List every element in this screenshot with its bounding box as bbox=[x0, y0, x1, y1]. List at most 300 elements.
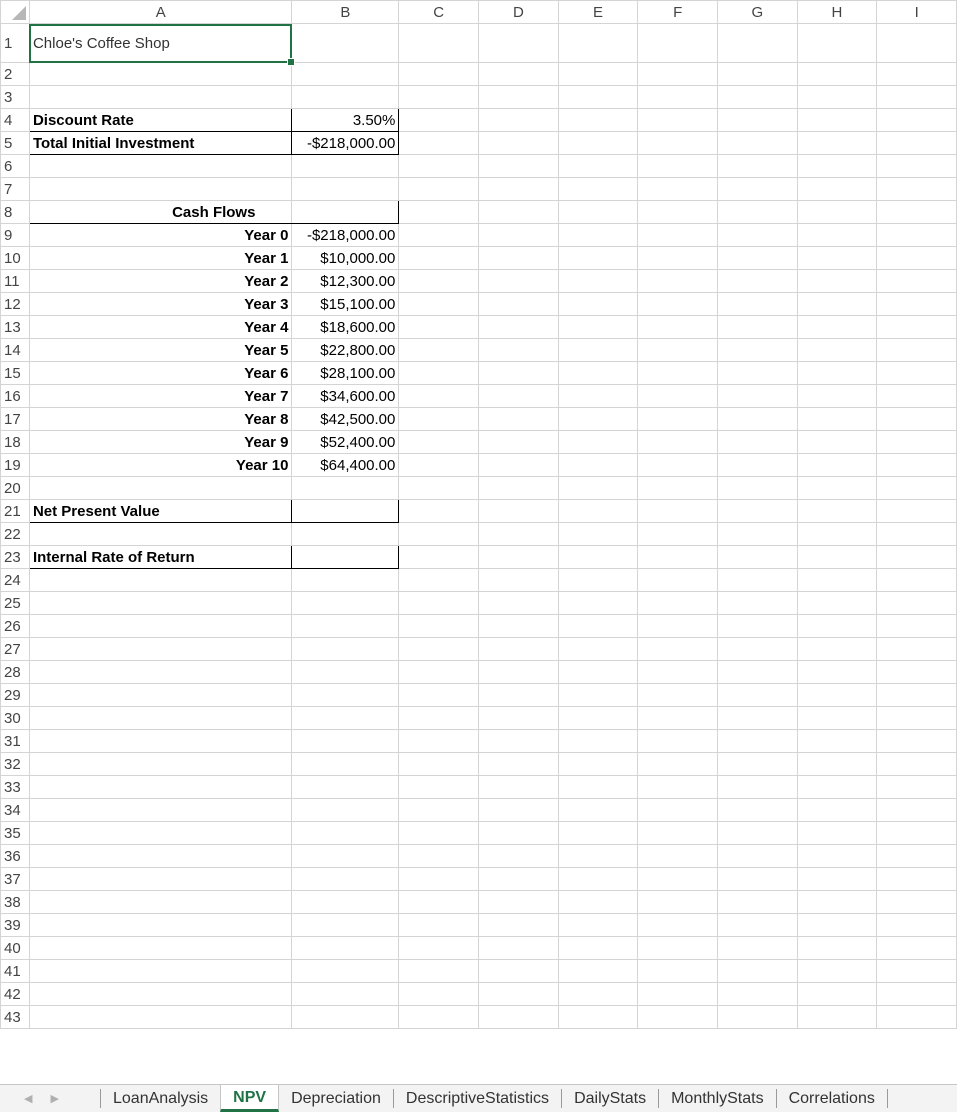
cell-a32[interactable] bbox=[29, 753, 291, 776]
cell-a10[interactable]: Year 1 bbox=[29, 247, 291, 270]
cell-f20[interactable] bbox=[638, 477, 718, 500]
cell-c36[interactable] bbox=[399, 845, 479, 868]
cell-g41[interactable] bbox=[717, 960, 797, 983]
cell-i13[interactable] bbox=[877, 316, 957, 339]
row-header[interactable]: 30 bbox=[1, 707, 30, 730]
cell-h13[interactable] bbox=[797, 316, 877, 339]
cell-a19[interactable]: Year 10 bbox=[29, 454, 291, 477]
cell-f21[interactable] bbox=[638, 500, 718, 523]
cell-e11[interactable] bbox=[558, 270, 638, 293]
row-header[interactable]: 27 bbox=[1, 638, 30, 661]
cell-c9[interactable] bbox=[399, 224, 479, 247]
cell-d38[interactable] bbox=[479, 891, 559, 914]
row-header[interactable]: 9 bbox=[1, 224, 30, 247]
cell-c1[interactable] bbox=[399, 24, 479, 63]
cell-g42[interactable] bbox=[717, 983, 797, 1006]
cell-e21[interactable] bbox=[558, 500, 638, 523]
row-header[interactable]: 3 bbox=[1, 86, 30, 109]
cell-a12[interactable]: Year 3 bbox=[29, 293, 291, 316]
cell-g27[interactable] bbox=[717, 638, 797, 661]
cell-i38[interactable] bbox=[877, 891, 957, 914]
cell-f12[interactable] bbox=[638, 293, 718, 316]
cell-d17[interactable] bbox=[479, 408, 559, 431]
cell-g12[interactable] bbox=[717, 293, 797, 316]
cell-b3[interactable] bbox=[292, 86, 399, 109]
cell-b25[interactable] bbox=[292, 592, 399, 615]
cell-g35[interactable] bbox=[717, 822, 797, 845]
cell-b17[interactable]: $42,500.00 bbox=[292, 408, 399, 431]
cell-d16[interactable] bbox=[479, 385, 559, 408]
cell-b37[interactable] bbox=[292, 868, 399, 891]
cell-f30[interactable] bbox=[638, 707, 718, 730]
cell-d2[interactable] bbox=[479, 63, 559, 86]
cell-e33[interactable] bbox=[558, 776, 638, 799]
row-header[interactable]: 35 bbox=[1, 822, 30, 845]
cell-a21[interactable]: Net Present Value bbox=[29, 500, 291, 523]
cell-a42[interactable] bbox=[29, 983, 291, 1006]
cell-a6[interactable] bbox=[29, 155, 291, 178]
row-header[interactable]: 38 bbox=[1, 891, 30, 914]
cell-a22[interactable] bbox=[29, 523, 291, 546]
cell-d40[interactable] bbox=[479, 937, 559, 960]
cell-a15[interactable]: Year 6 bbox=[29, 362, 291, 385]
tab-dailystats[interactable]: DailyStats bbox=[561, 1089, 658, 1108]
cell-e32[interactable] bbox=[558, 753, 638, 776]
cell-g36[interactable] bbox=[717, 845, 797, 868]
cell-h23[interactable] bbox=[797, 546, 877, 569]
cell-c16[interactable] bbox=[399, 385, 479, 408]
row-header[interactable]: 22 bbox=[1, 523, 30, 546]
cell-c12[interactable] bbox=[399, 293, 479, 316]
cell-f11[interactable] bbox=[638, 270, 718, 293]
cell-f43[interactable] bbox=[638, 1006, 718, 1029]
cell-e43[interactable] bbox=[558, 1006, 638, 1029]
column-header-i[interactable]: I bbox=[877, 1, 957, 24]
cell-b30[interactable] bbox=[292, 707, 399, 730]
cell-c5[interactable] bbox=[399, 132, 479, 155]
cell-c32[interactable] bbox=[399, 753, 479, 776]
cell-h27[interactable] bbox=[797, 638, 877, 661]
cell-f10[interactable] bbox=[638, 247, 718, 270]
cell-e42[interactable] bbox=[558, 983, 638, 1006]
cell-b1[interactable] bbox=[292, 24, 399, 63]
cell-h6[interactable] bbox=[797, 155, 877, 178]
cell-c29[interactable] bbox=[399, 684, 479, 707]
select-all-corner[interactable] bbox=[1, 1, 30, 24]
cell-h3[interactable] bbox=[797, 86, 877, 109]
cell-g17[interactable] bbox=[717, 408, 797, 431]
cell-i29[interactable] bbox=[877, 684, 957, 707]
cell-d26[interactable] bbox=[479, 615, 559, 638]
cell-f27[interactable] bbox=[638, 638, 718, 661]
row-header[interactable]: 29 bbox=[1, 684, 30, 707]
cell-i1[interactable] bbox=[877, 24, 957, 63]
cell-a14[interactable]: Year 5 bbox=[29, 339, 291, 362]
cell-a18[interactable]: Year 9 bbox=[29, 431, 291, 454]
cell-h2[interactable] bbox=[797, 63, 877, 86]
cell-f5[interactable] bbox=[638, 132, 718, 155]
cell-d8[interactable] bbox=[479, 201, 559, 224]
row-header[interactable]: 12 bbox=[1, 293, 30, 316]
cell-c30[interactable] bbox=[399, 707, 479, 730]
cell-i34[interactable] bbox=[877, 799, 957, 822]
cell-f7[interactable] bbox=[638, 178, 718, 201]
cell-i41[interactable] bbox=[877, 960, 957, 983]
cell-d4[interactable] bbox=[479, 109, 559, 132]
cell-h33[interactable] bbox=[797, 776, 877, 799]
cell-d13[interactable] bbox=[479, 316, 559, 339]
cell-i36[interactable] bbox=[877, 845, 957, 868]
cell-a17[interactable]: Year 8 bbox=[29, 408, 291, 431]
cell-h1[interactable] bbox=[797, 24, 877, 63]
cell-e20[interactable] bbox=[558, 477, 638, 500]
row-header[interactable]: 39 bbox=[1, 914, 30, 937]
cell-a35[interactable] bbox=[29, 822, 291, 845]
row-header[interactable]: 31 bbox=[1, 730, 30, 753]
column-header-f[interactable]: F bbox=[638, 1, 718, 24]
cell-i5[interactable] bbox=[877, 132, 957, 155]
column-header-e[interactable]: E bbox=[558, 1, 638, 24]
cell-c25[interactable] bbox=[399, 592, 479, 615]
row-header[interactable]: 11 bbox=[1, 270, 30, 293]
cell-b32[interactable] bbox=[292, 753, 399, 776]
cell-h28[interactable] bbox=[797, 661, 877, 684]
cell-b43[interactable] bbox=[292, 1006, 399, 1029]
cell-d6[interactable] bbox=[479, 155, 559, 178]
cell-b40[interactable] bbox=[292, 937, 399, 960]
cell-c8[interactable] bbox=[399, 201, 479, 224]
cell-b23[interactable] bbox=[292, 546, 399, 569]
cell-f4[interactable] bbox=[638, 109, 718, 132]
cell-d27[interactable] bbox=[479, 638, 559, 661]
cell-h26[interactable] bbox=[797, 615, 877, 638]
column-header-d[interactable]: D bbox=[479, 1, 559, 24]
cell-g37[interactable] bbox=[717, 868, 797, 891]
cell-d7[interactable] bbox=[479, 178, 559, 201]
cell-c11[interactable] bbox=[399, 270, 479, 293]
cell-a11[interactable]: Year 2 bbox=[29, 270, 291, 293]
cell-a43[interactable] bbox=[29, 1006, 291, 1029]
cell-b35[interactable] bbox=[292, 822, 399, 845]
cell-e12[interactable] bbox=[558, 293, 638, 316]
row-header[interactable]: 25 bbox=[1, 592, 30, 615]
cell-b5[interactable]: -$218,000.00 bbox=[292, 132, 399, 155]
cell-g40[interactable] bbox=[717, 937, 797, 960]
cell-d5[interactable] bbox=[479, 132, 559, 155]
cell-a29[interactable] bbox=[29, 684, 291, 707]
cell-a8[interactable]: Cash Flows bbox=[29, 201, 291, 224]
cell-c41[interactable] bbox=[399, 960, 479, 983]
cell-c27[interactable] bbox=[399, 638, 479, 661]
row-header[interactable]: 1 bbox=[1, 24, 30, 63]
cell-h34[interactable] bbox=[797, 799, 877, 822]
cell-h16[interactable] bbox=[797, 385, 877, 408]
cell-d35[interactable] bbox=[479, 822, 559, 845]
cell-e31[interactable] bbox=[558, 730, 638, 753]
cell-e24[interactable] bbox=[558, 569, 638, 592]
cell-c42[interactable] bbox=[399, 983, 479, 1006]
cell-d41[interactable] bbox=[479, 960, 559, 983]
cell-g3[interactable] bbox=[717, 86, 797, 109]
cell-f39[interactable] bbox=[638, 914, 718, 937]
cell-h19[interactable] bbox=[797, 454, 877, 477]
cell-e3[interactable] bbox=[558, 86, 638, 109]
tab-monthlystats[interactable]: MonthlyStats bbox=[658, 1089, 775, 1108]
cell-f33[interactable] bbox=[638, 776, 718, 799]
cell-i26[interactable] bbox=[877, 615, 957, 638]
cell-f41[interactable] bbox=[638, 960, 718, 983]
cell-c22[interactable] bbox=[399, 523, 479, 546]
cell-b18[interactable]: $52,400.00 bbox=[292, 431, 399, 454]
cell-g23[interactable] bbox=[717, 546, 797, 569]
cell-h17[interactable] bbox=[797, 408, 877, 431]
cell-i22[interactable] bbox=[877, 523, 957, 546]
cell-f2[interactable] bbox=[638, 63, 718, 86]
cell-f15[interactable] bbox=[638, 362, 718, 385]
cell-f40[interactable] bbox=[638, 937, 718, 960]
cell-f38[interactable] bbox=[638, 891, 718, 914]
cell-c26[interactable] bbox=[399, 615, 479, 638]
cell-h38[interactable] bbox=[797, 891, 877, 914]
cell-g20[interactable] bbox=[717, 477, 797, 500]
cell-f19[interactable] bbox=[638, 454, 718, 477]
cell-f14[interactable] bbox=[638, 339, 718, 362]
cell-h21[interactable] bbox=[797, 500, 877, 523]
cell-b26[interactable] bbox=[292, 615, 399, 638]
cell-c10[interactable] bbox=[399, 247, 479, 270]
cell-f42[interactable] bbox=[638, 983, 718, 1006]
cell-i28[interactable] bbox=[877, 661, 957, 684]
cell-e15[interactable] bbox=[558, 362, 638, 385]
cell-h7[interactable] bbox=[797, 178, 877, 201]
cell-f37[interactable] bbox=[638, 868, 718, 891]
row-header[interactable]: 21 bbox=[1, 500, 30, 523]
row-header[interactable]: 20 bbox=[1, 477, 30, 500]
cell-e37[interactable] bbox=[558, 868, 638, 891]
cell-g26[interactable] bbox=[717, 615, 797, 638]
cell-i43[interactable] bbox=[877, 1006, 957, 1029]
row-header[interactable]: 32 bbox=[1, 753, 30, 776]
cell-c39[interactable] bbox=[399, 914, 479, 937]
cell-b6[interactable] bbox=[292, 155, 399, 178]
cell-g13[interactable] bbox=[717, 316, 797, 339]
cell-i25[interactable] bbox=[877, 592, 957, 615]
cell-e35[interactable] bbox=[558, 822, 638, 845]
cell-c35[interactable] bbox=[399, 822, 479, 845]
cell-a25[interactable] bbox=[29, 592, 291, 615]
cell-d34[interactable] bbox=[479, 799, 559, 822]
cell-c7[interactable] bbox=[399, 178, 479, 201]
cell-g24[interactable] bbox=[717, 569, 797, 592]
cell-d23[interactable] bbox=[479, 546, 559, 569]
tab-correlations[interactable]: Correlations bbox=[776, 1089, 887, 1108]
cell-c3[interactable] bbox=[399, 86, 479, 109]
row-header[interactable]: 14 bbox=[1, 339, 30, 362]
cell-e22[interactable] bbox=[558, 523, 638, 546]
row-header[interactable]: 23 bbox=[1, 546, 30, 569]
cell-h15[interactable] bbox=[797, 362, 877, 385]
cell-a37[interactable] bbox=[29, 868, 291, 891]
cell-f16[interactable] bbox=[638, 385, 718, 408]
cell-e40[interactable] bbox=[558, 937, 638, 960]
cell-d14[interactable] bbox=[479, 339, 559, 362]
column-header-b[interactable]: B bbox=[292, 1, 399, 24]
cell-b4[interactable]: 3.50% bbox=[292, 109, 399, 132]
cell-h30[interactable] bbox=[797, 707, 877, 730]
cell-e14[interactable] bbox=[558, 339, 638, 362]
cell-i39[interactable] bbox=[877, 914, 957, 937]
cell-h41[interactable] bbox=[797, 960, 877, 983]
cell-a26[interactable] bbox=[29, 615, 291, 638]
cell-e23[interactable] bbox=[558, 546, 638, 569]
row-header[interactable]: 18 bbox=[1, 431, 30, 454]
cell-c31[interactable] bbox=[399, 730, 479, 753]
cell-c14[interactable] bbox=[399, 339, 479, 362]
cell-b11[interactable]: $12,300.00 bbox=[292, 270, 399, 293]
scroll-left-icon[interactable]: ◀ bbox=[24, 1093, 33, 1105]
cell-h14[interactable] bbox=[797, 339, 877, 362]
cell-i17[interactable] bbox=[877, 408, 957, 431]
row-header[interactable]: 10 bbox=[1, 247, 30, 270]
cell-g9[interactable] bbox=[717, 224, 797, 247]
cell-e28[interactable] bbox=[558, 661, 638, 684]
cell-h39[interactable] bbox=[797, 914, 877, 937]
cell-b15[interactable]: $28,100.00 bbox=[292, 362, 399, 385]
cell-d28[interactable] bbox=[479, 661, 559, 684]
cell-f32[interactable] bbox=[638, 753, 718, 776]
cell-i33[interactable] bbox=[877, 776, 957, 799]
cell-i32[interactable] bbox=[877, 753, 957, 776]
cell-f24[interactable] bbox=[638, 569, 718, 592]
cell-d12[interactable] bbox=[479, 293, 559, 316]
row-header[interactable]: 34 bbox=[1, 799, 30, 822]
cell-a31[interactable] bbox=[29, 730, 291, 753]
cell-g15[interactable] bbox=[717, 362, 797, 385]
cell-c19[interactable] bbox=[399, 454, 479, 477]
cell-e18[interactable] bbox=[558, 431, 638, 454]
tab-depreciation[interactable]: Depreciation bbox=[291, 1089, 381, 1107]
row-header[interactable]: 19 bbox=[1, 454, 30, 477]
cell-f25[interactable] bbox=[638, 592, 718, 615]
cell-c13[interactable] bbox=[399, 316, 479, 339]
cell-h5[interactable] bbox=[797, 132, 877, 155]
cell-f18[interactable] bbox=[638, 431, 718, 454]
cell-b38[interactable] bbox=[292, 891, 399, 914]
cell-h25[interactable] bbox=[797, 592, 877, 615]
cell-b12[interactable]: $15,100.00 bbox=[292, 293, 399, 316]
cell-e8[interactable] bbox=[558, 201, 638, 224]
cell-i37[interactable] bbox=[877, 868, 957, 891]
cell-d11[interactable] bbox=[479, 270, 559, 293]
cell-c21[interactable] bbox=[399, 500, 479, 523]
cell-d22[interactable] bbox=[479, 523, 559, 546]
row-header[interactable]: 40 bbox=[1, 937, 30, 960]
cell-g2[interactable] bbox=[717, 63, 797, 86]
cell-e26[interactable] bbox=[558, 615, 638, 638]
cell-h31[interactable] bbox=[797, 730, 877, 753]
cell-c23[interactable] bbox=[399, 546, 479, 569]
cell-e4[interactable] bbox=[558, 109, 638, 132]
cell-g1[interactable] bbox=[717, 24, 797, 63]
cell-i42[interactable] bbox=[877, 983, 957, 1006]
cell-h22[interactable] bbox=[797, 523, 877, 546]
cell-d3[interactable] bbox=[479, 86, 559, 109]
column-header-a[interactable]: A bbox=[29, 1, 291, 24]
row-header[interactable]: 6 bbox=[1, 155, 30, 178]
row-header[interactable]: 28 bbox=[1, 661, 30, 684]
cell-i7[interactable] bbox=[877, 178, 957, 201]
cell-a4[interactable]: Discount Rate bbox=[29, 109, 291, 132]
cell-i9[interactable] bbox=[877, 224, 957, 247]
cell-d15[interactable] bbox=[479, 362, 559, 385]
cell-d20[interactable] bbox=[479, 477, 559, 500]
cell-g4[interactable] bbox=[717, 109, 797, 132]
cell-g39[interactable] bbox=[717, 914, 797, 937]
cell-g19[interactable] bbox=[717, 454, 797, 477]
cell-e7[interactable] bbox=[558, 178, 638, 201]
cell-f3[interactable] bbox=[638, 86, 718, 109]
cell-g7[interactable] bbox=[717, 178, 797, 201]
cell-f13[interactable] bbox=[638, 316, 718, 339]
cell-h10[interactable] bbox=[797, 247, 877, 270]
cell-a33[interactable] bbox=[29, 776, 291, 799]
cell-f17[interactable] bbox=[638, 408, 718, 431]
cell-e1[interactable] bbox=[558, 24, 638, 63]
row-header[interactable]: 42 bbox=[1, 983, 30, 1006]
row-header[interactable]: 7 bbox=[1, 178, 30, 201]
cell-f6[interactable] bbox=[638, 155, 718, 178]
cell-a36[interactable] bbox=[29, 845, 291, 868]
cell-c15[interactable] bbox=[399, 362, 479, 385]
cell-e16[interactable] bbox=[558, 385, 638, 408]
cell-i31[interactable] bbox=[877, 730, 957, 753]
cell-g5[interactable] bbox=[717, 132, 797, 155]
cell-b33[interactable] bbox=[292, 776, 399, 799]
row-header[interactable]: 13 bbox=[1, 316, 30, 339]
cell-b28[interactable] bbox=[292, 661, 399, 684]
cell-c40[interactable] bbox=[399, 937, 479, 960]
row-header[interactable]: 33 bbox=[1, 776, 30, 799]
cell-i30[interactable] bbox=[877, 707, 957, 730]
cell-c18[interactable] bbox=[399, 431, 479, 454]
cell-c34[interactable] bbox=[399, 799, 479, 822]
cell-e10[interactable] bbox=[558, 247, 638, 270]
cell-i2[interactable] bbox=[877, 63, 957, 86]
cell-d21[interactable] bbox=[479, 500, 559, 523]
cell-f26[interactable] bbox=[638, 615, 718, 638]
cell-b14[interactable]: $22,800.00 bbox=[292, 339, 399, 362]
cell-a24[interactable] bbox=[29, 569, 291, 592]
cell-g14[interactable] bbox=[717, 339, 797, 362]
cell-a41[interactable] bbox=[29, 960, 291, 983]
cell-f35[interactable] bbox=[638, 822, 718, 845]
cell-c4[interactable] bbox=[399, 109, 479, 132]
cell-d25[interactable] bbox=[479, 592, 559, 615]
tab-descriptivestatistics[interactable]: DescriptiveStatistics bbox=[393, 1089, 561, 1108]
cell-e13[interactable] bbox=[558, 316, 638, 339]
cell-i35[interactable] bbox=[877, 822, 957, 845]
cell-g6[interactable] bbox=[717, 155, 797, 178]
cell-e17[interactable] bbox=[558, 408, 638, 431]
cell-d29[interactable] bbox=[479, 684, 559, 707]
cell-e6[interactable] bbox=[558, 155, 638, 178]
cell-c33[interactable] bbox=[399, 776, 479, 799]
cell-c6[interactable] bbox=[399, 155, 479, 178]
cell-f28[interactable] bbox=[638, 661, 718, 684]
cell-e27[interactable] bbox=[558, 638, 638, 661]
cell-i18[interactable] bbox=[877, 431, 957, 454]
cell-f22[interactable] bbox=[638, 523, 718, 546]
